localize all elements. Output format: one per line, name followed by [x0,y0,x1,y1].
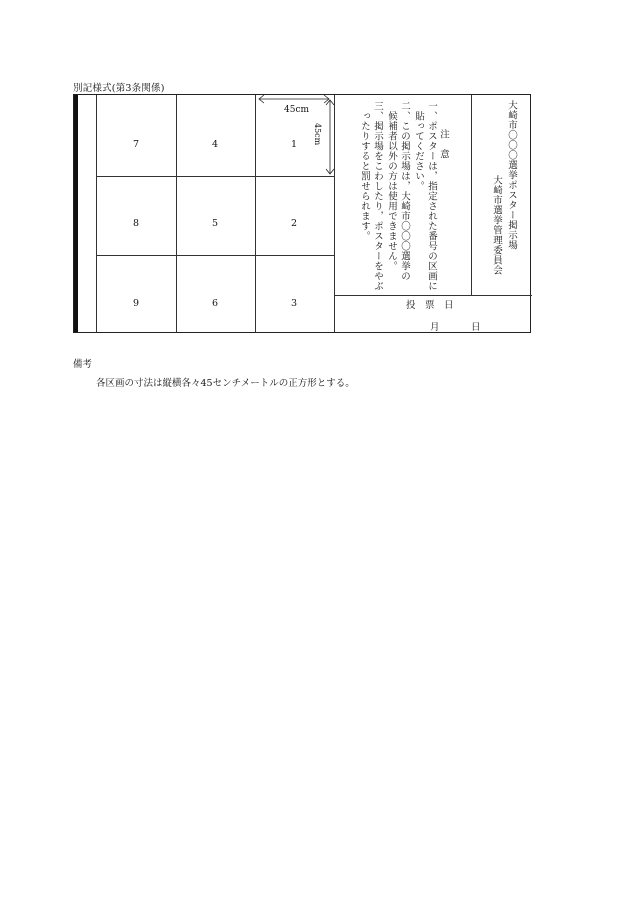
notice-line: ったりすると罰せられます。 [359,101,370,241]
board-left-thick-edge [74,95,78,332]
grid-cell-number: 9 [132,298,140,309]
poster-board-form [73,94,531,333]
grid-line-v2 [255,95,256,332]
notice-line: 候補者以外の方は使用できません。 [386,101,397,271]
remarks-text: 各区画の寸法は縦横各々45センチメートルの正方形とする。 [96,378,355,389]
grid-line-h2 [96,255,334,256]
grid-cell-number: 7 [132,139,140,150]
notice-line: 三、掲示場をこわしたり，ポスターをやぶ [372,101,383,291]
grid-cell-number: 5 [211,218,219,229]
grid-cell-number: 1 [290,139,298,150]
grid-cell-number: 8 [132,218,140,229]
board-title: 大崎市〇〇〇選挙ポスター掲示場 [506,100,517,250]
grid-cell-number: 2 [290,218,298,229]
notice-line: 二、この掲示場は，大崎市〇〇〇選挙の [399,101,410,281]
voting-month-label: 月 [430,322,440,333]
width-dimension-label: 45cm [284,105,310,115]
board-header [471,95,532,295]
document-title: 別記様式(第3条関係) [73,83,165,94]
double-arrow-horizontal-icon [258,94,330,104]
grid-cell-number: 4 [211,139,219,150]
height-dimension-label: 45cm [313,123,322,146]
grid-cell-number: 6 [211,298,219,309]
voting-day-label: 投 票 日 [406,300,454,311]
remarks-heading: 備考 [73,359,93,370]
grid-line-v1 [176,95,177,332]
board-issuer: 大崎市選挙管理委員会 [491,175,502,275]
grid-line-h1 [96,176,334,177]
grid-line-v0 [96,95,97,332]
notice-section [334,95,494,295]
notice-line: 貼ってください。 [413,101,424,191]
voting-date-label: 日 [471,322,481,333]
notice-heading: 注 意 [438,129,449,159]
grid-cell-number: 3 [290,298,298,309]
voting-day-section [334,295,532,334]
notice-line: 一、ポスターは，指定された番号の区画に [426,101,437,291]
